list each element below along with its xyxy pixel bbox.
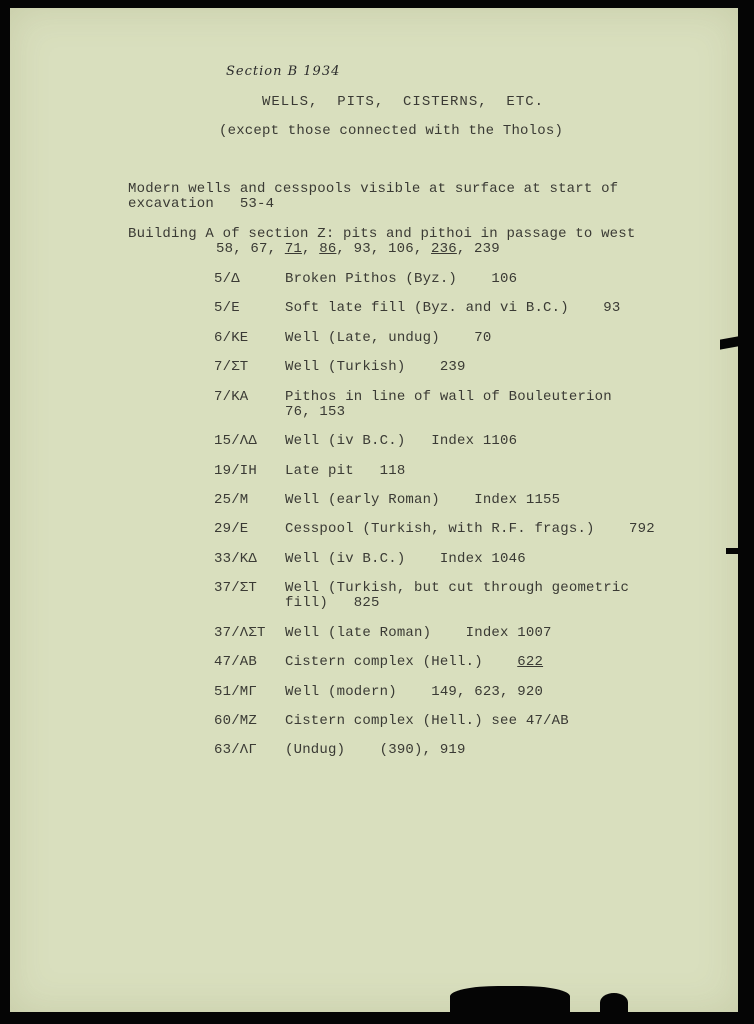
torn-edge-bottom <box>450 986 570 1012</box>
entry-desc: (Undug) (390), 919 <box>285 742 466 758</box>
entry-desc-part: Cistern complex (Hell.) <box>285 654 518 670</box>
entry-desc: Cistern complex (Hell.) see 47/AB <box>285 713 569 729</box>
entry-code: 7/KA <box>214 389 249 405</box>
underlined-number: 236 <box>431 241 457 257</box>
underlined-number: 86 <box>319 241 337 257</box>
entry-desc: Well (iv B.C.) Index 1046 <box>285 551 526 567</box>
entry-code: 37/ΣT <box>214 580 258 596</box>
underlined-number: 622 <box>517 654 544 670</box>
entry-desc <box>285 654 543 670</box>
entry-desc-cont: 76, 153 <box>285 404 346 420</box>
torn-edge-right-lower <box>726 548 738 554</box>
number-list-part: 58, 67, <box>216 241 285 257</box>
entry-desc: Broken Pithos (Byz.) 106 <box>285 271 518 287</box>
entry-code: 7/ΣT <box>214 359 249 375</box>
entry-code: 5/Δ <box>214 271 240 287</box>
number-list-part: , 239 <box>456 241 500 257</box>
entry-code: 6/KE <box>214 330 249 346</box>
number-list-part: , 93, 106, <box>336 241 432 257</box>
entry-code: 51/MΓ <box>214 684 258 700</box>
torn-edge-right <box>720 336 738 349</box>
entry-code: 5/E <box>214 300 240 316</box>
document-page <box>10 8 738 1012</box>
entry-desc: Well (iv B.C.) Index 1106 <box>285 433 518 449</box>
entry-code: 29/E <box>214 521 249 537</box>
entry-desc: Well (Late, undug) 70 <box>285 330 492 346</box>
entry-desc: Soft late fill (Byz. and vi B.C.) 93 <box>285 300 621 316</box>
entry-desc-cont: fill) 825 <box>285 595 380 611</box>
handwritten-note: Section B 1934 <box>226 64 341 79</box>
page-title: WELLS, PITS, CISTERNS, ETC. <box>262 94 545 110</box>
entry-desc: Late pit 118 <box>285 463 406 479</box>
entry-code: 19/IH <box>214 463 258 479</box>
entry-desc: Well (modern) 149, 623, 920 <box>285 684 544 700</box>
torn-edge-bottom-2 <box>600 993 628 1012</box>
entry-desc: Well (Turkish, but cut through geometric <box>285 580 630 596</box>
entry-desc: Pithos in line of wall of Bouleuterion <box>285 389 612 405</box>
intro-line-1b: excavation 53-4 <box>128 196 275 212</box>
entry-code: 25/M <box>214 492 249 508</box>
page-subtitle: (except those connected with the Tholos) <box>219 123 564 139</box>
intro-line-2a: Building A of section Z: pits and pithoi in passage to west <box>128 226 636 242</box>
entry-code: 15/ΛΔ <box>214 433 258 449</box>
entry-code: 33/KΔ <box>214 551 258 567</box>
entry-desc: Well (Turkish) 239 <box>285 359 466 375</box>
entry-code: 37/ΛΣT <box>214 625 266 641</box>
entry-code: 60/MZ <box>214 713 258 729</box>
underlined-number: 71 <box>284 241 303 257</box>
entry-code: 47/AB <box>214 654 258 670</box>
intro-line-1a: Modern wells and cesspools visible at surface at start of <box>128 181 619 197</box>
entry-desc: Cesspool (Turkish, with R.F. frags.) 792 <box>285 521 655 537</box>
entry-code: 63/ΛΓ <box>214 742 258 758</box>
intro-line-2b <box>216 241 500 257</box>
number-list-part: , <box>302 241 320 257</box>
entry-desc: Well (early Roman) Index 1155 <box>285 492 561 508</box>
entry-desc: Well (late Roman) Index 1007 <box>285 625 552 641</box>
